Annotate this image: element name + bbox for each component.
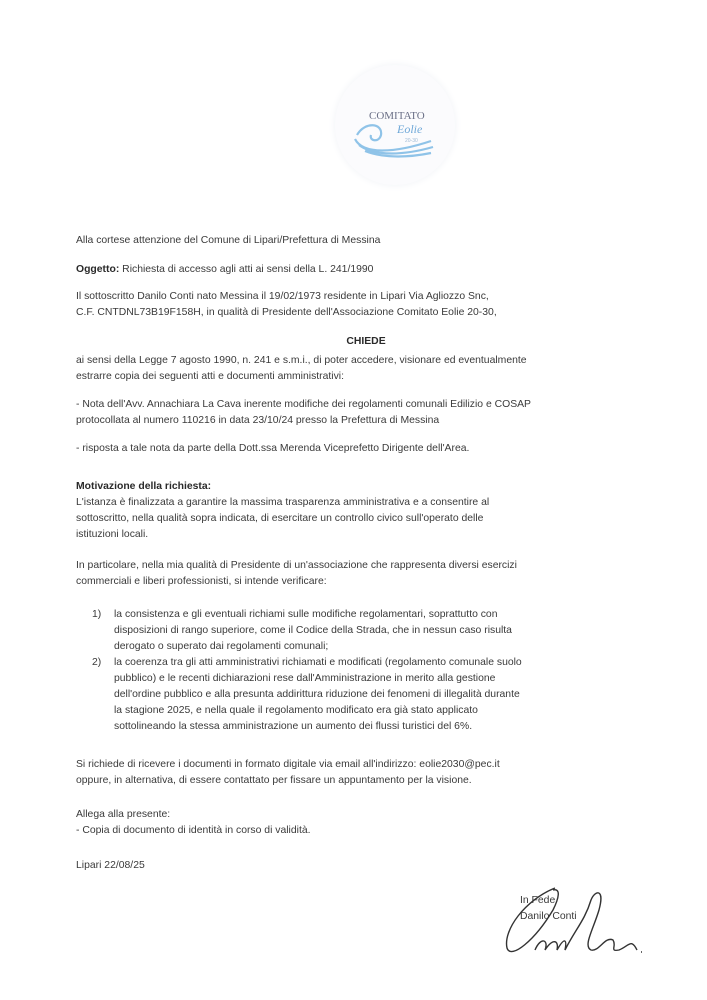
doc1-line: protocollata al numero 110216 in data 23/10/24 presso la Prefettura di Messina [76, 415, 440, 426]
delivery-line: oppure, in alternativa, di essere contattato per fissare un appuntamento per la visione. [76, 775, 472, 786]
subject-line [76, 262, 656, 278]
request-line: estrarre copia dei seguenti atti e documenti amministrativi: [76, 371, 344, 382]
points-list [76, 607, 656, 735]
request-paragraph [76, 353, 656, 385]
particular-line: In particolare, nella mia qualità di Presidente di un'associazione che rappresenta diversi esercizi [76, 560, 517, 571]
handwritten-signature-icon [495, 880, 655, 960]
attachments-section [76, 807, 656, 839]
logo-text-comitato: COMITATO [369, 110, 425, 122]
logo-text-eolie: Eolie [397, 122, 423, 136]
point-line: la coerenza tra gli atti amministrativi richiamati e modificati (regolamento comunale suolo [114, 657, 522, 668]
intro-paragraph [76, 289, 656, 321]
recipient-line: Alla cortese attenzione del Comune di Lipari/Prefettura di Messina [76, 235, 381, 246]
point-line: derogato o superato dai regolamenti comunali; [114, 641, 329, 652]
point-line: la stagione 2025, e nella quale il regolamento modificato era già stato applicato [114, 705, 478, 716]
wave-logo-icon [335, 65, 455, 185]
closing-name: Danilo Conti [520, 911, 577, 922]
point-line: pubblico) e le recenti dichiarazioni rese dall'Amministrazione in merito alla gestione [114, 673, 496, 684]
delivery-line: Si richiede di ricevere i documenti in formato digitale via email all'indirizzo: eolie2030@pec.it [76, 759, 500, 770]
delivery-paragraph [76, 757, 656, 789]
list-item [76, 607, 656, 655]
motivation-section [76, 479, 656, 543]
logo-text-2030: 20-30 [405, 138, 418, 144]
subject-label: Oggetto: [76, 264, 120, 275]
motivation-line: istituzioni locali. [76, 529, 149, 540]
closing-in-fede: In Fede [520, 895, 556, 906]
point-line: la consistenza e gli eventuali richiami sulle modifiche regolamentari, soprattutto con [114, 609, 498, 620]
list-item [76, 655, 656, 735]
particular-line: commerciali e liberi professionisti, si intende verificare: [76, 576, 327, 587]
point-line: disposizioni di rango superiore, come il Codice della Strada, che in nessun caso risulta [114, 625, 512, 636]
motivation-line: L'istanza è finalizzata a garantire la massima trasparenza amministrativa e a consentire al [76, 497, 490, 508]
chiede-heading: CHIEDE [346, 336, 386, 347]
motivation-heading: Motivazione della richiesta: [76, 481, 212, 492]
motivation-line: sottoscritto, nella qualità sopra indicata, di esercitare un controllo civico sull'operato delle [76, 513, 484, 524]
attachments-heading: Allega alla presente: [76, 809, 171, 820]
request-line: ai sensi della Legge 7 agosto 1990, n. 241 e s.m.i., di poter accedere, visionare ed eventualmente [76, 355, 527, 366]
list-number: 2) [92, 657, 102, 668]
subject-text: Richiesta di accesso agli atti ai sensi della L. 241/1990 [119, 264, 374, 275]
attachment-item: - Copia di documento di identità in corso di validità. [76, 825, 311, 836]
place-date: Lipari 22/08/25 [76, 860, 145, 871]
doc1-line: - Nota dell'Avv. Annachiara La Cava inerente modifiche dei regolamenti comunali Edilizio e COSAP [76, 399, 531, 410]
intro-line: C.F. CNTDNL73B19F158H, in qualità di Presidente dell'Associazione Comitato Eolie 20-30, [76, 307, 497, 318]
particular-paragraph [76, 558, 656, 590]
association-logo [335, 65, 455, 185]
point-line: dell'ordine pubblico e alla presunta addirittura riduzione dei fenomeni di illegalità durante [114, 689, 520, 700]
intro-line: Il sottoscritto Danilo Conti nato Messina il 19/02/1973 residente in Lipari Via Agliozzo Snc, [76, 291, 489, 302]
point-line: sottolineando la stessa amministrazione un aumento dei flussi turistici del 6%. [114, 721, 473, 732]
list-number: 1) [92, 609, 102, 620]
document-item-2: - risposta a tale nota da parte della Dott.ssa Merenda Viceprefetto Dirigente dell'Area. [76, 443, 470, 454]
document-item-1 [76, 397, 656, 429]
